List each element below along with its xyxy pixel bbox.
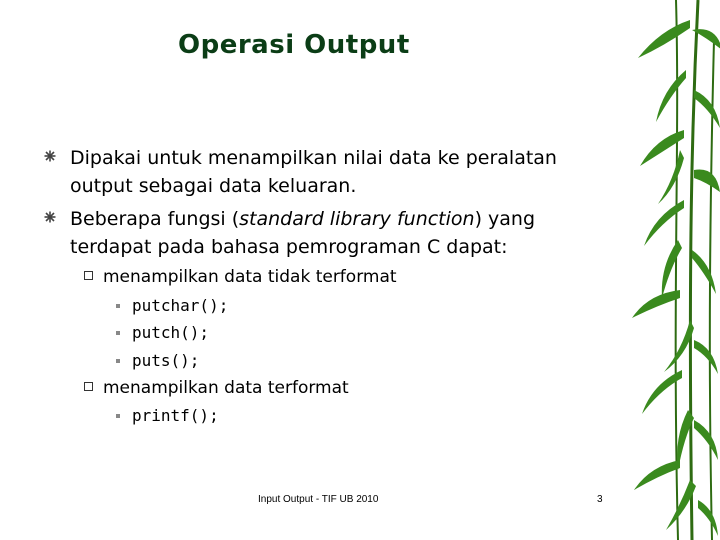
bullet-2-text-italic: standard library function (239, 208, 475, 230)
sub-bullet-label: menampilkan data terformat (103, 378, 349, 398)
code-item (116, 323, 209, 342)
code-item (116, 296, 228, 315)
sub-bullet-formatted (84, 378, 349, 398)
code-item (116, 351, 199, 370)
bamboo-decoration (580, 0, 720, 540)
sub-bullet-unformatted (84, 267, 397, 287)
dot-bullet-icon (116, 304, 120, 308)
square-bullet-icon (84, 271, 93, 280)
bullet-2-text-after: ) yang terdapat pada bahasa pemrograman C dapat: (70, 208, 536, 258)
code-item-text: putchar(); (132, 296, 229, 315)
code-item-text: putch(); (132, 323, 210, 342)
sub-bullet-label: menampilkan data tidak terformat (103, 267, 397, 287)
code-item-text: printf(); (132, 406, 219, 425)
page-number: 3 (597, 494, 603, 505)
bullet-2-text (70, 205, 590, 261)
slide-title: Operasi Output (178, 30, 410, 60)
bullet-2-text-before: Beberapa fungsi ( (70, 208, 240, 230)
square-bullet-icon (84, 382, 93, 391)
bullet-1-text: Dipakai untuk menampilkan nilai data ke peralatan output sebagai data keluaran. (70, 147, 557, 197)
dot-bullet-icon (116, 331, 120, 335)
asterisk-bullet-icon (44, 150, 56, 162)
asterisk-bullet-icon (44, 211, 56, 223)
dot-bullet-icon (116, 359, 120, 363)
code-item-text: puts(); (132, 351, 200, 370)
slide-footer: Input Output - TIF UB 2010 (258, 494, 379, 505)
code-item (116, 406, 219, 425)
dot-bullet-icon (116, 414, 120, 418)
